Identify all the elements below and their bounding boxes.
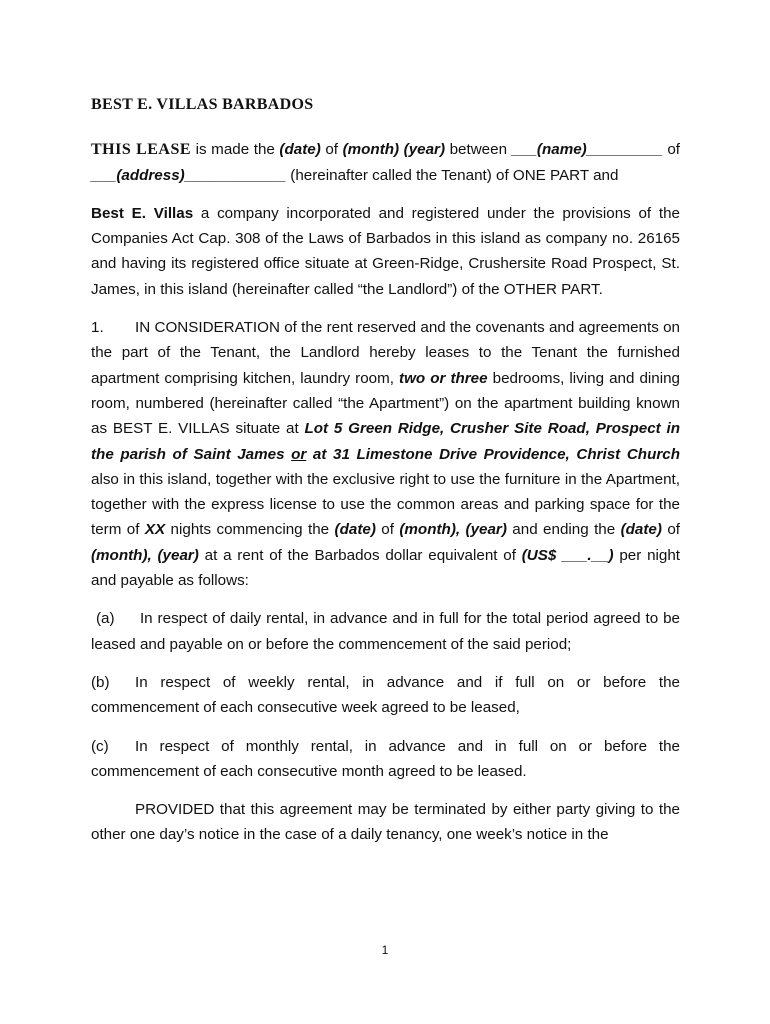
text-run: per night and payable as follows: xyxy=(91,546,681,590)
text-run: nights commencing the xyxy=(165,521,335,539)
text-run: and ending the xyxy=(506,521,621,539)
month-year-placeholder: (month) (year) xyxy=(342,141,446,159)
item-text: In respect of weekly rental, in advance and if full on or before the commencement of each consecutive week agreed to be leased, xyxy=(91,673,680,717)
end-month-year-placeholder: (month), (year) xyxy=(91,546,199,564)
item-b xyxy=(91,670,680,721)
document-page xyxy=(91,92,680,861)
proviso-paragraph xyxy=(91,797,680,848)
tenant-name-placeholder: ___(name)_________ xyxy=(511,141,663,159)
text-run: between xyxy=(445,141,512,159)
item-label: (b) xyxy=(91,673,110,691)
start-date-placeholder: (date) xyxy=(334,521,376,539)
or-conjunction: or xyxy=(291,445,307,463)
item-text: In respect of daily rental, in advance and in full for the total period agreed to be leased and payable on or before the commencement of the said period; xyxy=(91,610,680,653)
proviso-text: PROVIDED that this agreement may be terminated by either party giving to the other one day’s notice in the case of a daily tenancy, one week’s notice in the xyxy=(91,801,680,844)
text-run: IN CONSIDERATION of the rent reserved and the covenants and agreements on the part of the Tenant, the Landlord hereby leases to the Tenant the furnished apartment comprising kitchen, laundry room, xyxy=(91,319,680,387)
end-date-placeholder: (date) xyxy=(620,521,662,539)
text-run: of xyxy=(320,141,343,159)
item-text: In respect of monthly rental, in advance and in full on or before the commencement of each consecutive month agreed to be leased. xyxy=(91,737,680,780)
text-run: at a rent of the Barbados dollar equivalent of xyxy=(198,546,522,564)
this-lease-lead: THIS LEASE xyxy=(91,141,192,159)
clause-1-paragraph xyxy=(91,315,680,593)
document-heading: BEST E. VILLAS BARBADOS xyxy=(91,96,314,113)
item-label: (c) xyxy=(91,737,109,755)
date-placeholder: (date) xyxy=(279,141,321,159)
page-number: 1 xyxy=(381,943,389,957)
landlord-name: Best E. Villas xyxy=(91,204,194,222)
rate-placeholder: (US$ ___.__) xyxy=(521,546,614,564)
clause-number: 1. xyxy=(91,319,104,337)
item-label: (a) xyxy=(95,610,115,628)
text-run: is made the xyxy=(191,141,280,159)
bedrooms-option: two or three xyxy=(399,369,488,387)
landlord-paragraph xyxy=(91,201,680,302)
tenant-address-placeholder: ___(address)____________ xyxy=(91,166,287,184)
text-run: a company incorporated and registered under the provisions of the Companies Act Cap. 308 of the Laws of Barbados in this island as company no. 26165 and having its registered office situate at Green-Ridge, Crushersite Road Prospect, St. James, in this island (hereinafter called “the Landlord”) of the OTHER PART. xyxy=(91,204,680,298)
text-run: (hereinafter called the Tenant) of ONE PART and xyxy=(286,166,619,184)
item-a xyxy=(91,606,680,657)
nights-placeholder: XX xyxy=(144,521,166,539)
text-run: of xyxy=(375,521,400,539)
text-run: also in this island, together with the exclusive right to use the furniture in the Apartment, together with the express license to use the common areas and parking space for the term of xyxy=(91,470,680,539)
text-run: of xyxy=(661,521,681,539)
location-2: at 31 Limestone Drive Providence, Christ Church xyxy=(306,445,680,463)
start-month-year-placeholder: (month), (year) xyxy=(399,521,507,539)
text-run: bedrooms, living and dining room, numbered (hereinafter called “the Apartment”) on the apartment building known as BEST E. VILLAS situate at xyxy=(91,369,680,438)
item-c xyxy=(91,734,680,785)
lease-intro-paragraph xyxy=(91,137,680,188)
location-1: Lot 5 Green Ridge, Crusher Site Road, Prospect in the parish of Saint James xyxy=(91,420,680,463)
text-run: of xyxy=(662,141,680,159)
